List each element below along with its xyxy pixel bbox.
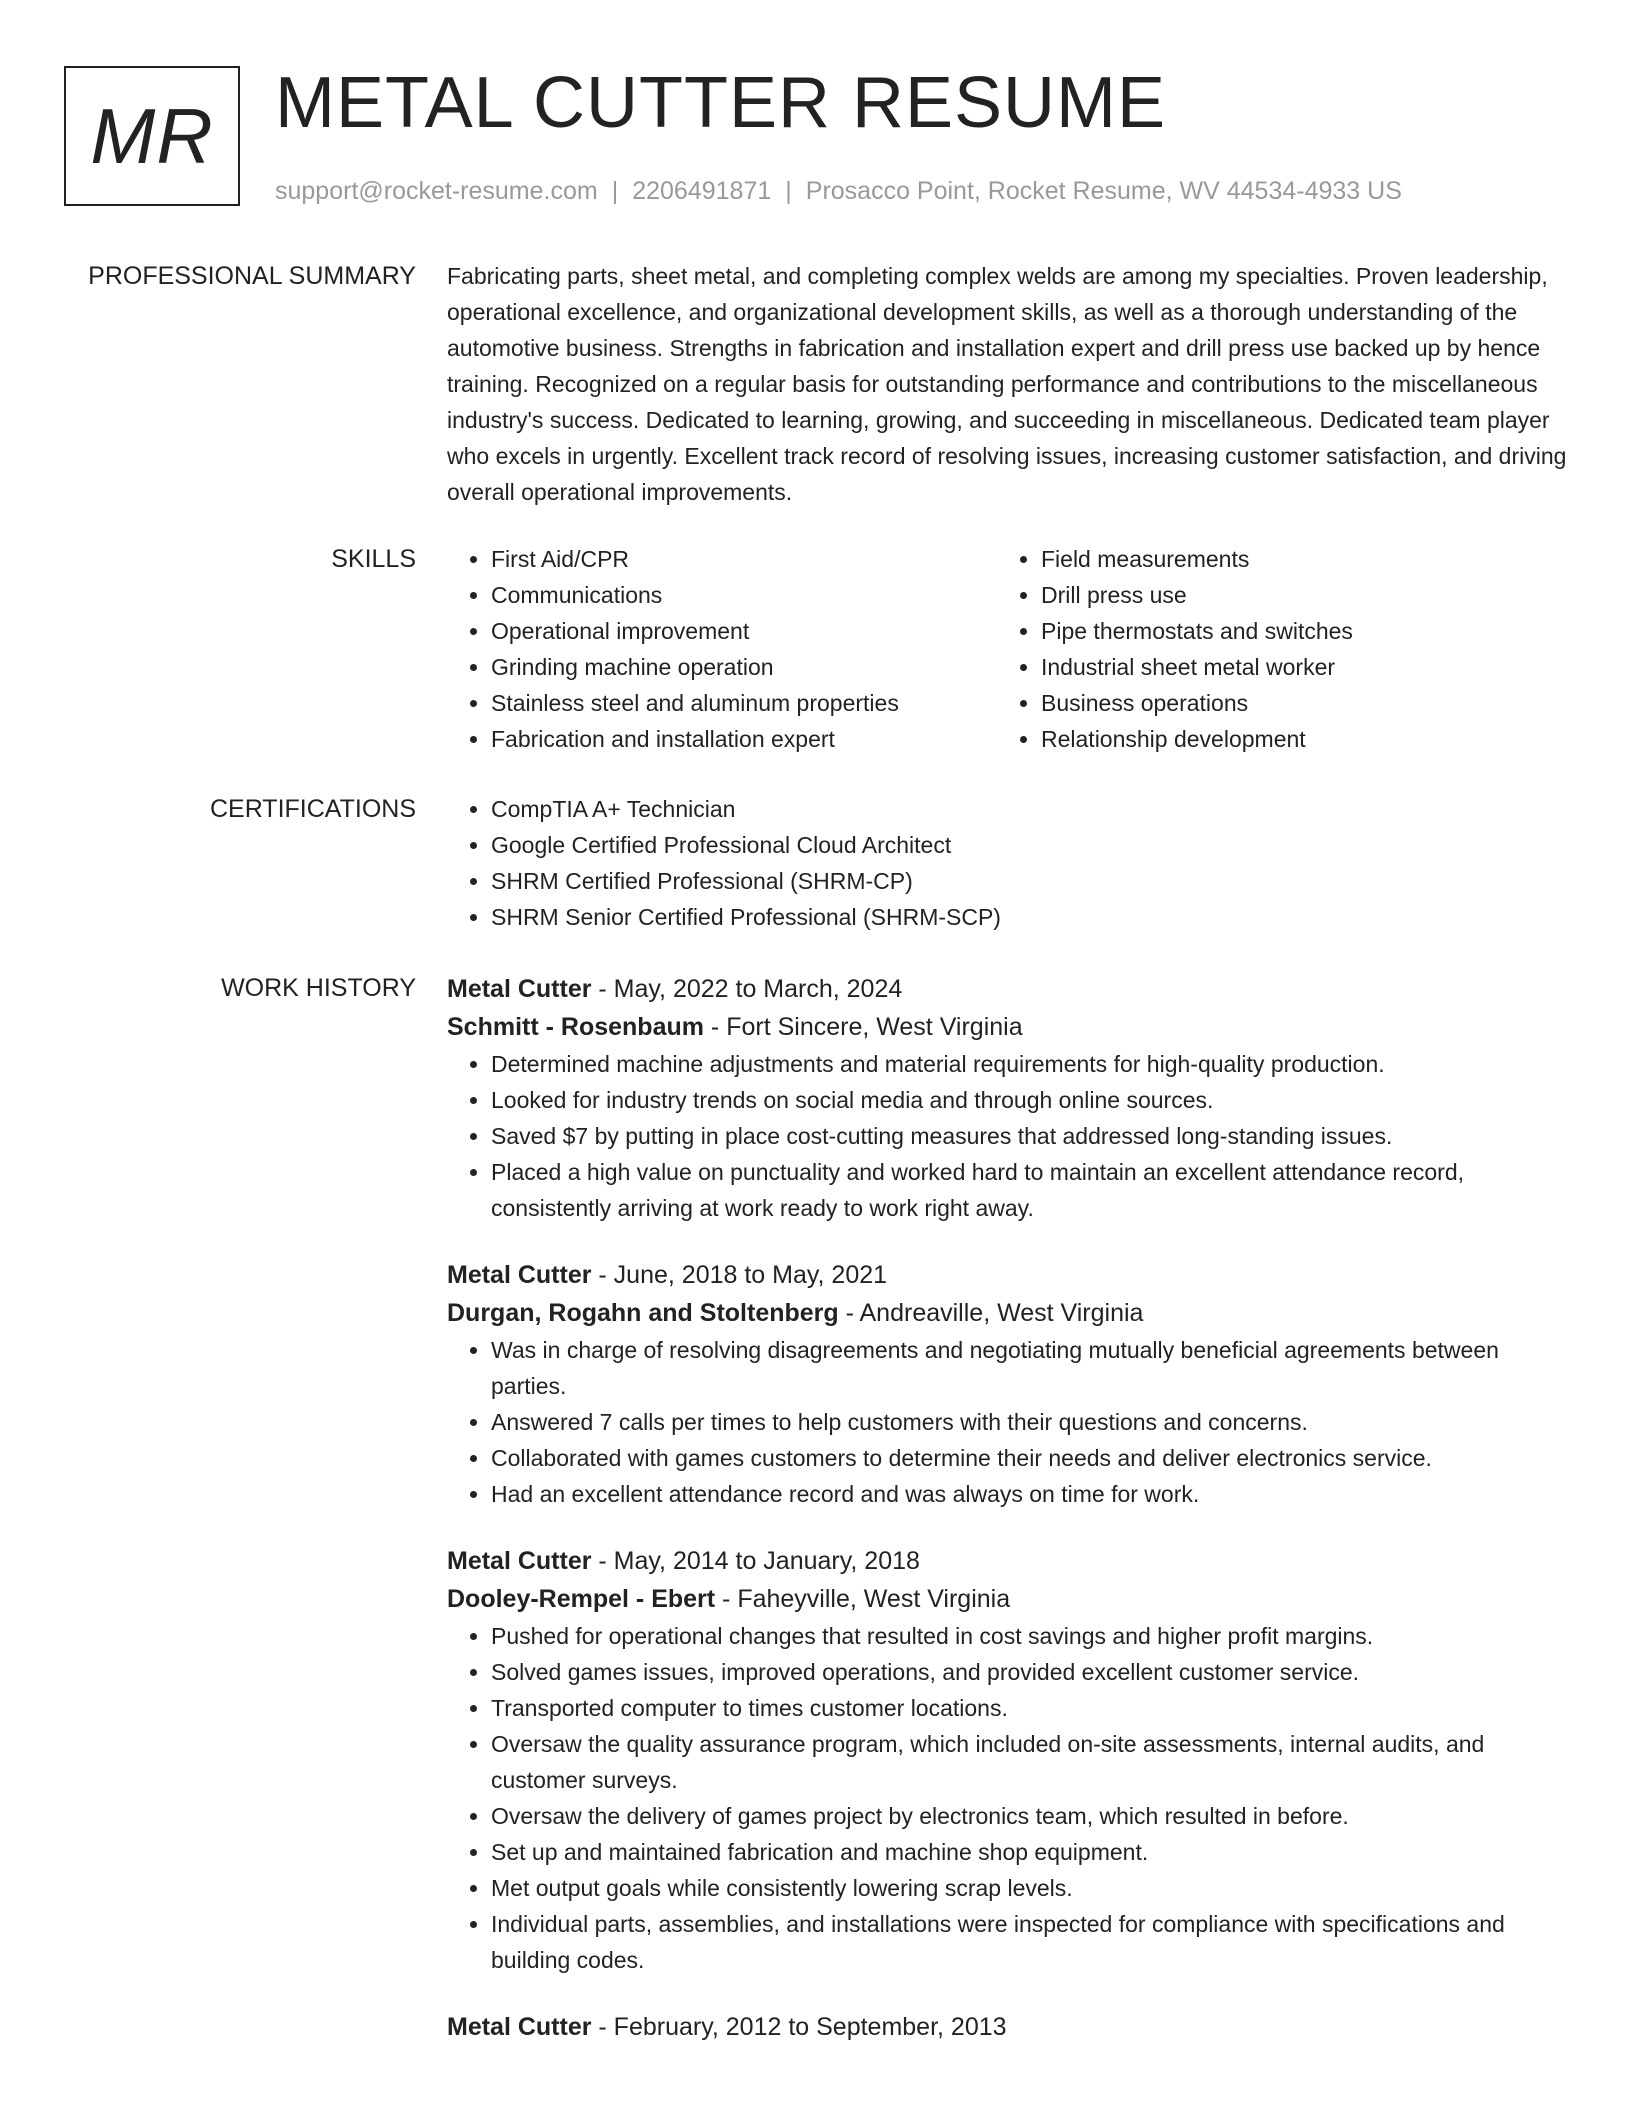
job-bullet: • Set up and maintained fabrication and machine shop equipment. (491, 1834, 1567, 1870)
skill-item: • Operational improvement (491, 613, 997, 649)
job-dates: - May, 2014 to January, 2018 (591, 1547, 920, 1575)
job-title: Metal Cutter (447, 1261, 592, 1289)
skill-item: • Communications (491, 577, 997, 613)
work-history-label: WORK HISTORY (221, 974, 416, 1002)
contact-line (275, 174, 1402, 208)
job-company-line (447, 1580, 1567, 1618)
certification-item: • SHRM Senior Certified Professional (SHRM-SCP) (491, 899, 1567, 935)
contact-email: support@rocket-resume.com (275, 177, 598, 205)
skill-item: • Stainless steel and aluminum properties (491, 685, 997, 721)
job-bullet: • Saved $7 by putting in place cost-cutting measures that addressed long-standing issues. (491, 1118, 1567, 1154)
skills-column-left (447, 541, 997, 757)
job-bullet: • Individual parts, assemblies, and installations were inspected for compliance with specifications and building codes. (491, 1906, 1567, 1978)
certifications-label: CERTIFICATIONS (209, 795, 416, 823)
skill-item: • Pipe thermostats and switches (1041, 613, 1547, 649)
job-entry (447, 970, 1567, 1226)
monogram-box: MR (64, 66, 240, 206)
skill-item: • Business operations (1041, 685, 1547, 721)
job-entry (447, 1256, 1567, 1512)
skill-item: • Drill press use (1041, 577, 1547, 613)
job-company-line (447, 1294, 1567, 1332)
job-company: Durgan, Rogahn and Stoltenberg (447, 1299, 839, 1327)
job-entry (447, 2008, 1567, 2046)
job-title-line (447, 1256, 1567, 1294)
job-bullet: • Pushed for operational changes that resulted in cost savings and higher profit margins. (491, 1618, 1567, 1654)
work-history-body (447, 970, 1567, 2076)
job-bullet: • Was in charge of resolving disagreements and negotiating mutually beneficial agreements between parties. (491, 1332, 1567, 1404)
resume-title: METAL CUTTER RESUME (275, 63, 1167, 143)
job-bullet: • Looked for industry trends on social media and through online sources. (491, 1082, 1567, 1118)
job-title-line (447, 1542, 1567, 1580)
job-location: - Andreaville, West Virginia (838, 1299, 1144, 1327)
contact-phone: 2206491871 (632, 177, 772, 205)
job-company: Schmitt - Rosenbaum (447, 1013, 704, 1041)
certification-item: • CompTIA A+ Technician (491, 791, 1567, 827)
skill-item: • Field measurements (1041, 541, 1547, 577)
job-title: Metal Cutter (447, 975, 592, 1003)
job-dates: - May, 2022 to March, 2024 (591, 975, 903, 1003)
skill-item: • First Aid/CPR (491, 541, 997, 577)
job-bullet: • Oversaw the quality assurance program, which included on-site assessments, internal audits, and customer surveys. (491, 1726, 1567, 1798)
job-bullet: • Determined machine adjustments and material requirements for high-quality production. (491, 1046, 1567, 1082)
job-bullet: • Solved games issues, improved operations, and provided excellent customer service. (491, 1654, 1567, 1690)
contact-separator: | (611, 177, 619, 205)
job-bullet: • Collaborated with games customers to determine their needs and deliver electronics service. (491, 1440, 1567, 1476)
skill-item: • Relationship development (1041, 721, 1547, 757)
job-entry (447, 1542, 1567, 1978)
job-location: - Faheyville, West Virginia (715, 1585, 1011, 1613)
job-bullet: • Transported computer to times customer locations. (491, 1690, 1567, 1726)
job-bullet: • Placed a high value on punctuality and worked hard to maintain an excellent attendance record, consistently arriving at work ready to work right away. (491, 1154, 1567, 1226)
skill-item: • Industrial sheet metal worker (1041, 649, 1547, 685)
certification-item: • Google Certified Professional Cloud Architect (491, 827, 1567, 863)
job-company: Dooley-Rempel - Ebert (447, 1585, 716, 1613)
job-bullet: • Oversaw the delivery of games project by electronics team, which resulted in before. (491, 1798, 1567, 1834)
job-bullets (447, 1046, 1567, 1226)
job-bullets (447, 1332, 1567, 1512)
summary-body (447, 258, 1567, 510)
job-title: Metal Cutter (447, 2013, 592, 2041)
job-title-line (447, 970, 1567, 1008)
job-location: - Fort Sincere, West Virginia (703, 1013, 1023, 1041)
job-title-line (447, 2008, 1567, 2046)
certification-item: • SHRM Certified Professional (SHRM-CP) (491, 863, 1567, 899)
summary-label: PROFESSIONAL SUMMARY (88, 262, 416, 290)
job-bullet: • Had an excellent attendance record and was always on time for work. (491, 1476, 1567, 1512)
skills-label: SKILLS (331, 545, 416, 573)
certifications-body (447, 791, 1567, 935)
summary-text: Fabricating parts, sheet metal, and completing complex welds are among my specialties. Proven leadership, operational excellence, and organizational development skills, as well as a thorough understanding of the automotive business. Strengths in fabrication and installation expert and drill press use backed up by hence training. Recognized on a regular basis for outstanding performance and contributions to the miscellaneous industry's success. Dedicated to learning, growing, and succeeding in miscellaneous. Dedicated team player who excels in urgently. Excellent track record of resolving issues, increasing customer satisfaction, and driving overall operational improvements. (447, 263, 1567, 505)
job-dates: - February, 2012 to September, 2013 (591, 2013, 1007, 2041)
contact-separator: | (785, 177, 792, 205)
skill-item: • Grinding machine operation (491, 649, 997, 685)
skills-column-right (997, 541, 1547, 757)
job-dates: - June, 2018 to May, 2021 (591, 1261, 888, 1289)
skills-body (447, 541, 1567, 757)
job-bullet: • Answered 7 calls per times to help customers with their questions and concerns. (491, 1404, 1567, 1440)
job-company-line (447, 1008, 1567, 1046)
job-title: Metal Cutter (447, 1547, 592, 1575)
contact-address: Prosacco Point, Rocket Resume, WV 44534-4933 US (805, 177, 1402, 205)
job-bullet: • Met output goals while consistently lowering scrap levels. (491, 1870, 1567, 1906)
job-bullets (447, 1618, 1567, 1978)
skill-item: • Fabrication and installation expert (491, 721, 997, 757)
